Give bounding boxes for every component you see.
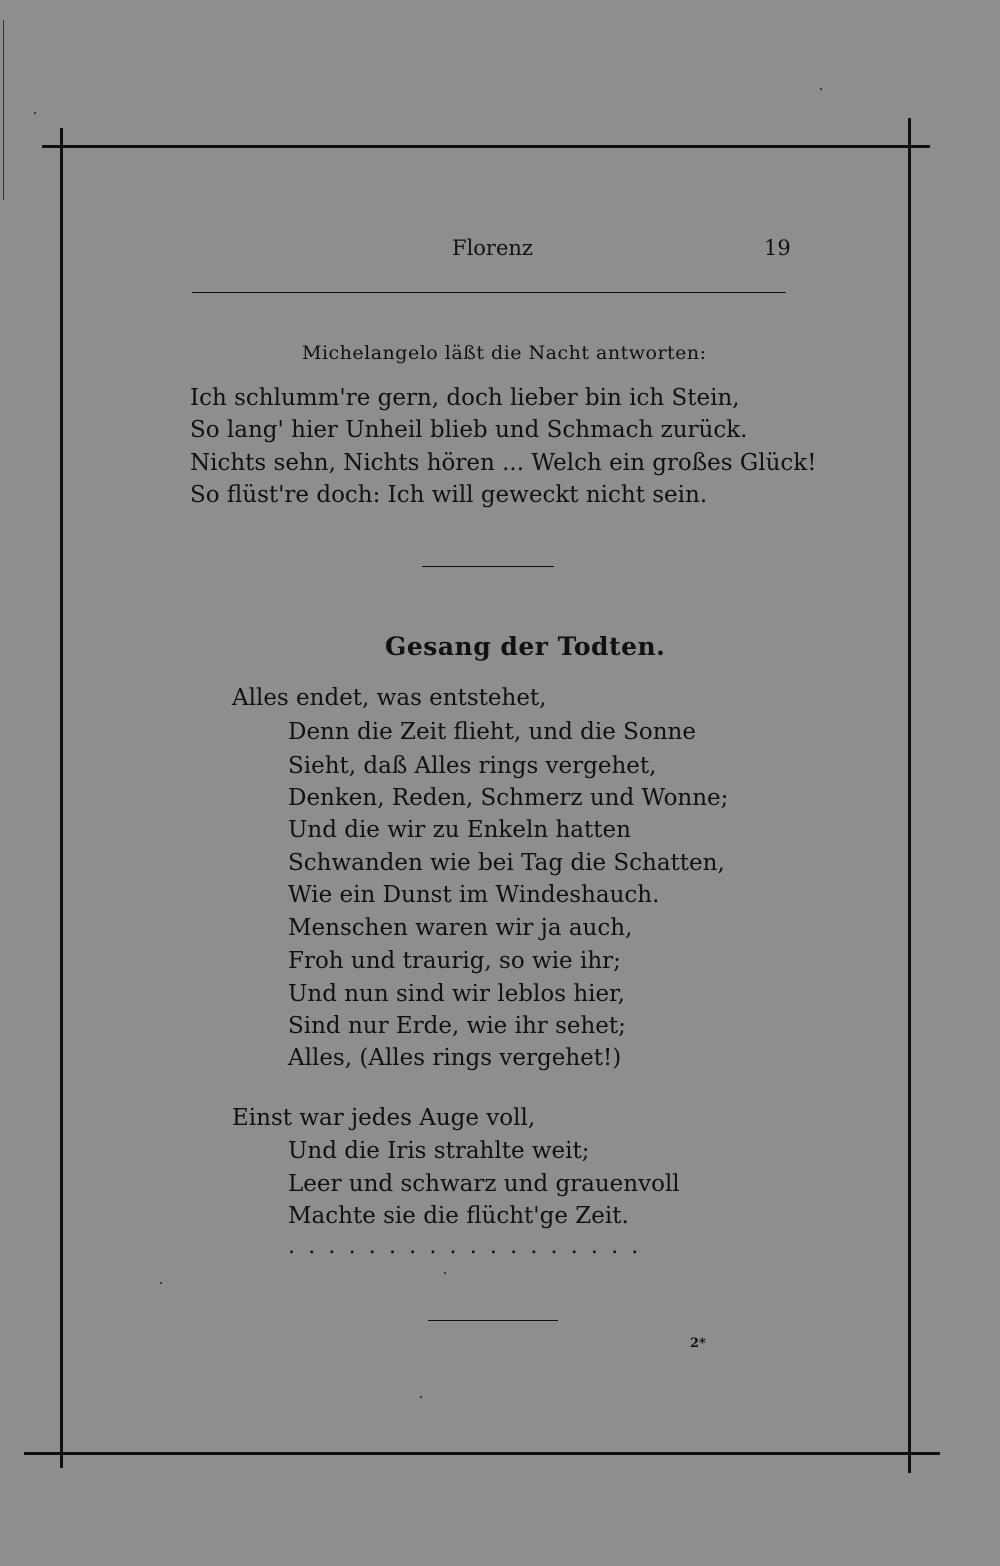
frame-right-rule (908, 118, 911, 1473)
scan-speck (34, 112, 36, 114)
frame-bottom-rule (24, 1452, 940, 1455)
verse-line: Schwanden wie bei Tag die Schatten, (288, 850, 725, 876)
verse-line: Alles endet, was entstehet, (232, 685, 547, 711)
scan-speck (444, 1272, 446, 1274)
verse-line: So lang' hier Unheil blieb und Schmach zurück. (190, 417, 748, 443)
scan-speck (420, 1396, 422, 1398)
intro-line: Michelangelo läßt die Nacht antworten: (302, 342, 707, 364)
running-title: Florenz (452, 236, 533, 260)
frame-top-rule (42, 145, 930, 148)
verse-line: Denn die Zeit flieht, und die Sonne (288, 719, 696, 745)
verse-line: Denken, Reden, Schmerz und Wonne; (288, 785, 729, 811)
signature-mark: 2* (690, 1336, 706, 1351)
margin-edge-left (3, 20, 4, 200)
verse-line: Ich schlumm're gern, doch lieber bin ich Stein, (190, 385, 740, 411)
scan-speck (820, 88, 822, 90)
verse-line: Sind nur Erde, wie ihr sehet; (288, 1013, 626, 1039)
verse-line: So flüst're doch: Ich will geweckt nicht sein. (190, 482, 708, 508)
frame-left-rule (60, 128, 63, 1468)
omission-dots: .................. (288, 1234, 652, 1259)
verse-line: Sieht, daß Alles rings vergehet, (288, 753, 657, 779)
verse-line: Menschen waren wir ja auch, (288, 915, 633, 941)
verse-line: Und die wir zu Enkeln hatten (288, 817, 631, 843)
section-divider (422, 566, 554, 567)
poem-title: Gesang der Todten. (385, 632, 666, 661)
page-number: 19 (764, 236, 791, 260)
verse-line: Leer und schwarz und grauenvoll (288, 1171, 680, 1197)
verse-line: Und nun sind wir leblos hier, (288, 981, 625, 1007)
verse-line: Machte sie die flücht'ge Zeit. (288, 1203, 629, 1229)
verse-line: Nichts sehn, Nichts hören ... Welch ein großes Glück! (190, 450, 817, 476)
scan-speck (160, 1282, 162, 1284)
verse-line: Wie ein Dunst im Windeshauch. (288, 882, 660, 908)
verse-line: Froh und traurig, so wie ihr; (288, 948, 621, 974)
verse-line: Alles, (Alles rings vergehet!) (288, 1045, 622, 1071)
verse-line: Einst war jedes Auge voll, (232, 1105, 536, 1131)
closing-divider (428, 1320, 558, 1321)
header-rule (192, 292, 786, 293)
verse-line: Und die Iris strahlte weit; (288, 1138, 590, 1164)
